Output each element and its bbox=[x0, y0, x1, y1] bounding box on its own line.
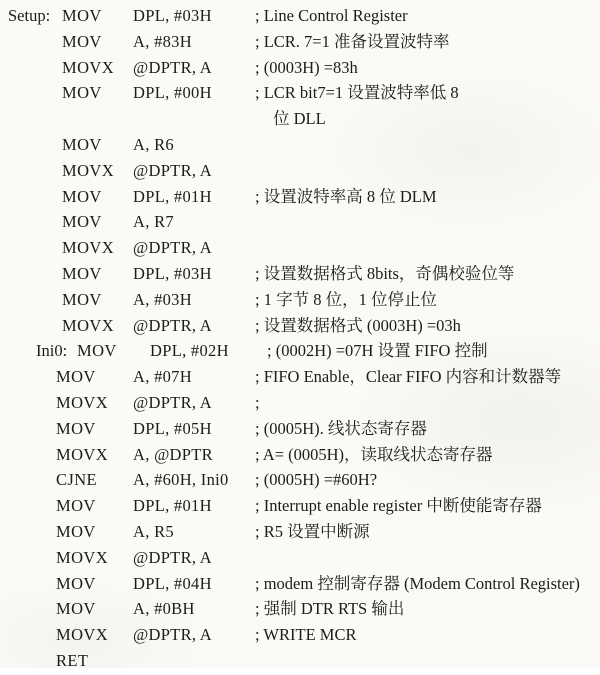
code-comment: ; A= (0005H)，读取线状态寄存器 bbox=[255, 444, 493, 464]
code-line bbox=[0, 572, 600, 598]
code-mnemonic: MOV bbox=[56, 599, 96, 619]
code-operand: A, #07H bbox=[133, 367, 192, 387]
code-line bbox=[0, 30, 600, 56]
assembly-code-listing bbox=[0, 4, 600, 675]
code-operand: @DPTR, A bbox=[133, 238, 213, 258]
code-operand: DPL, #01H bbox=[133, 496, 212, 516]
code-line bbox=[0, 649, 600, 675]
code-line bbox=[0, 133, 600, 159]
code-mnemonic: MOV bbox=[77, 341, 117, 361]
code-comment: ; bbox=[255, 392, 260, 412]
code-mnemonic: MOVX bbox=[62, 315, 115, 335]
code-operand: A, #03H bbox=[133, 289, 192, 309]
code-line bbox=[0, 417, 600, 443]
code-comment: ; 设置波特率高 8 位 DLM bbox=[255, 186, 437, 206]
code-operand: A, R6 bbox=[133, 134, 174, 154]
code-operand: DPL, #04H bbox=[133, 573, 212, 593]
code-line bbox=[0, 4, 600, 30]
code-line bbox=[0, 365, 600, 391]
code-line bbox=[0, 107, 600, 133]
code-comment: ; WRITE MCR bbox=[255, 625, 357, 645]
code-line bbox=[0, 443, 600, 469]
code-line bbox=[0, 623, 600, 649]
code-mnemonic: MOVX bbox=[56, 444, 109, 464]
code-operand: DPL, #03H bbox=[133, 6, 212, 25]
code-mnemonic: MOVX bbox=[62, 238, 115, 258]
code-comment: ; Line Control Register bbox=[255, 6, 408, 25]
code-operand: A, R5 bbox=[133, 521, 174, 541]
code-mnemonic: MOV bbox=[62, 212, 102, 232]
code-comment: ; modem 控制寄存器 (Modem Control Register) bbox=[255, 573, 580, 593]
code-operand: A, @DPTR bbox=[133, 444, 213, 464]
code-line bbox=[0, 81, 600, 107]
code-mnemonic: RET bbox=[56, 650, 89, 670]
code-mnemonic: MOV bbox=[62, 263, 102, 283]
code-line bbox=[0, 314, 600, 340]
code-line bbox=[0, 597, 600, 623]
code-mnemonic: MOV bbox=[62, 83, 102, 103]
code-line bbox=[0, 494, 600, 520]
code-line bbox=[0, 159, 600, 185]
code-comment: ; (0005H). 线状态寄存器 bbox=[255, 418, 427, 438]
code-comment: ; 设置数据格式 (0003H) =03h bbox=[255, 315, 461, 335]
code-operand: A, #83H bbox=[133, 31, 192, 51]
code-operand: A, #0BH bbox=[133, 599, 195, 619]
code-mnemonic: CJNE bbox=[56, 470, 98, 490]
code-line bbox=[0, 185, 600, 211]
code-operand: @DPTR, A bbox=[133, 625, 213, 645]
code-line bbox=[0, 520, 600, 546]
code-comment: ; 1 字节 8 位，1 位停止位 bbox=[255, 289, 437, 309]
code-operand: DPL, #02H bbox=[150, 341, 229, 361]
code-line bbox=[0, 391, 600, 417]
code-line bbox=[0, 339, 600, 365]
code-line bbox=[0, 56, 600, 82]
code-operand: @DPTR, A bbox=[133, 392, 213, 412]
code-operand: A, #60H, Ini0 bbox=[133, 470, 229, 490]
code-comment: ; Interrupt enable register 中断使能寄存器 bbox=[255, 496, 542, 516]
code-mnemonic: MOV bbox=[62, 31, 102, 51]
code-mnemonic: MOV bbox=[56, 521, 96, 541]
code-line bbox=[0, 262, 600, 288]
code-mnemonic: MOV bbox=[62, 186, 102, 206]
code-comment: ; (0003H) =83h bbox=[255, 57, 358, 77]
code-operand: @DPTR, A bbox=[133, 547, 213, 567]
code-operand: @DPTR, A bbox=[133, 160, 213, 180]
code-mnemonic: MOV bbox=[62, 6, 102, 25]
code-comment: ; 设置数据格式 8bits，奇偶校验位等 bbox=[255, 263, 515, 283]
code-operand: DPL, #00H bbox=[133, 83, 212, 103]
code-comment: ; (0005H) =#60H? bbox=[255, 470, 378, 490]
code-line bbox=[0, 546, 600, 572]
code-line bbox=[0, 210, 600, 236]
code-mnemonic: MOVX bbox=[62, 160, 115, 180]
code-comment: ; (0002H) =07H 设置 FIFO 控制 bbox=[267, 341, 488, 361]
code-mnemonic: MOVX bbox=[56, 547, 109, 567]
code-line bbox=[0, 468, 600, 494]
code-mnemonic: MOV bbox=[56, 496, 96, 516]
code-operand: A, R7 bbox=[133, 212, 174, 232]
code-line bbox=[0, 288, 600, 314]
code-operand: @DPTR, A bbox=[133, 315, 213, 335]
code-line-label: Ini0: bbox=[36, 341, 68, 361]
code-mnemonic: MOV bbox=[62, 134, 102, 154]
code-comment: ; R5 设置中断源 bbox=[255, 521, 370, 541]
code-mnemonic: MOV bbox=[56, 418, 96, 438]
code-operand: DPL, #03H bbox=[133, 263, 212, 283]
code-mnemonic: MOVX bbox=[56, 625, 109, 645]
code-line bbox=[0, 236, 600, 262]
code-line-label: Setup: bbox=[8, 6, 51, 25]
code-comment: 位 DLL bbox=[273, 109, 326, 129]
code-operand: @DPTR, A bbox=[133, 57, 213, 77]
code-operand: DPL, #05H bbox=[133, 418, 212, 438]
code-mnemonic: MOVX bbox=[56, 392, 109, 412]
code-comment: ; LCR. 7=1 准备设置波特率 bbox=[255, 31, 450, 51]
code-mnemonic: MOV bbox=[56, 367, 96, 387]
code-operand: DPL, #01H bbox=[133, 186, 212, 206]
code-comment: ; LCR bit7=1 设置波特率低 8 bbox=[255, 83, 459, 103]
code-comment: ; 强制 DTR RTS 输出 bbox=[255, 599, 405, 619]
code-mnemonic: MOVX bbox=[62, 57, 115, 77]
code-comment: ; FIFO Enable，Clear FIFO 内容和计数器等 bbox=[255, 367, 562, 387]
code-mnemonic: MOV bbox=[56, 573, 96, 593]
code-mnemonic: MOV bbox=[62, 289, 102, 309]
